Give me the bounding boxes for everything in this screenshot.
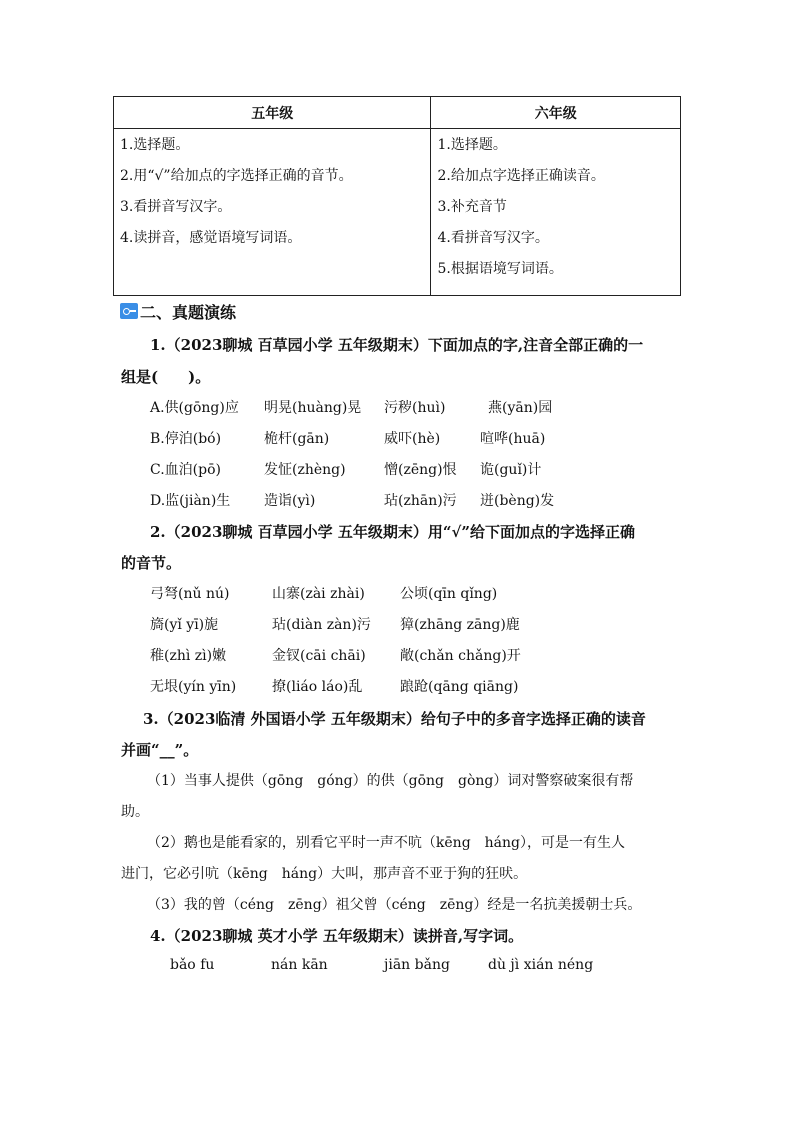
q1-stem-line2: 组是( )。: [121, 368, 211, 386]
q1-option-b-2: 桅杆(gān): [264, 431, 330, 447]
grade-6-item: 5.根据语境写词语。: [437, 261, 563, 277]
header-grade-6: 六年级: [431, 97, 681, 129]
q2-item: 旖(yǐ yī)旎: [150, 617, 219, 633]
q3-stem-line2: 并画“__”。: [121, 741, 199, 759]
q1-option-d-1: D.监(jiàn)生: [150, 493, 231, 509]
q1-option-c-4: 诡(guǐ)计: [480, 462, 542, 478]
header-grade-5: 五年级: [114, 97, 431, 129]
q1-option-b-3: 威吓(hè): [384, 431, 441, 447]
q3-sentence-3: （3）我的曾（céng zēng）祖父曾（céng zēng）经是一名抗美援朝士兵。: [147, 897, 642, 913]
q1-option-c-1: C.血泊(pō): [150, 462, 221, 478]
q2-item: 撩(liáo láo)乱: [272, 679, 363, 695]
q2-stem-line2: 的音节。: [121, 554, 182, 572]
q4-pinyin: nán kān: [271, 957, 328, 973]
link-icon: [120, 303, 138, 319]
q1-option-b-4: 喧哗(huā): [480, 431, 546, 447]
grade-6-item: 4.看拼音写汉字。: [437, 230, 549, 246]
q1-option-d-3: 玷(zhān)污: [384, 493, 457, 509]
grade-comparison-table: [113, 96, 681, 296]
grade-5-cell: [114, 129, 431, 296]
q3-sentence-2-line2: 进门，它必引吭（kēng háng）大叫，那声音不亚于狗的狂吠。: [121, 866, 528, 882]
grade-6-item: 1.选择题。: [437, 137, 507, 153]
q4-stem: 4.（2023聊城 英才小学 五年级期末）读拼音,写字词。: [150, 927, 524, 945]
q4-pinyin: jiān bǎng: [384, 957, 450, 973]
q1-option-c-2: 发怔(zhèng): [264, 462, 346, 478]
q2-item: 无垠(yín yīn): [150, 679, 237, 695]
section-heading: [120, 299, 236, 323]
q2-item: 獐(zhāng zāng)鹿: [400, 617, 520, 633]
q2-item: 踉跄(qāng qiāng): [400, 679, 519, 695]
q3-sentence-1-line1: （1）当事人提供（gōng góng）的供（gōng gòng）词对警察破案很有帮: [147, 773, 634, 789]
q1-stem-line1: 1.（2023聊城 百草园小学 五年级期末）下面加点的字,注音全部正确的一: [150, 336, 644, 354]
q4-pinyin: dù jì xián néng: [488, 957, 594, 973]
q2-item: 玷(diàn zàn)污: [272, 617, 371, 633]
q2-item: 敞(chǎn chǎng)开: [400, 648, 521, 664]
grade-5-item: 4.读拼音，感觉语境写词语。: [120, 230, 302, 246]
q3-sentence-1-line2: 助。: [121, 804, 149, 820]
q1-option-a-3: 污秽(huì): [384, 400, 446, 416]
q2-item: 金钗(cāi chāi): [272, 648, 366, 664]
section-title: 二、真题演练: [140, 302, 237, 322]
q1-option-a-1: A.供(gōng)应: [150, 400, 239, 416]
q2-item: 公顷(qīn qǐng): [400, 586, 498, 602]
grade-6-item: 3.补充音节: [437, 199, 507, 215]
q3-sentence-2-line1: （2）鹅也是能看家的，别看它平时一声不吭（kēng háng），可是一有生人: [147, 835, 625, 851]
q2-item: 稚(zhì zì)嫩: [150, 648, 227, 664]
q2-item: 弓弩(nǔ nú): [150, 586, 230, 602]
q1-option-a-2: 明晃(huàng)晃: [264, 400, 362, 416]
q1-option-c-3: 憎(zēng)恨: [384, 462, 457, 478]
grade-6-item: 2.给加点字选择正确读音。: [437, 168, 605, 184]
q1-option-a-4: 燕(yān)园: [488, 400, 553, 416]
grade-5-item: 3.看拼音写汉字。: [120, 199, 232, 215]
q3-stem-line1: 3.（2023临清 外国语小学 五年级期末）给句子中的多音字选择正确的读音: [143, 710, 646, 728]
grade-5-item: 1.选择题。: [120, 137, 190, 153]
grade-6-cell: [431, 129, 681, 296]
q1-option-b-1: B.停泊(bó): [150, 431, 222, 447]
q1-option-d-4: 迸(bèng)发: [480, 493, 555, 509]
q2-item: 山寨(zài zhài): [272, 586, 365, 602]
q4-pinyin: bǎo fu: [170, 957, 215, 973]
q2-stem-line1: 2.（2023聊城 百草园小学 五年级期末）用“√”给下面加点的字选择正确: [150, 523, 635, 541]
grade-5-item: 2.用“√”给加点的字选择正确的音节。: [120, 168, 353, 184]
q1-option-d-2: 造诣(yì): [264, 493, 316, 509]
